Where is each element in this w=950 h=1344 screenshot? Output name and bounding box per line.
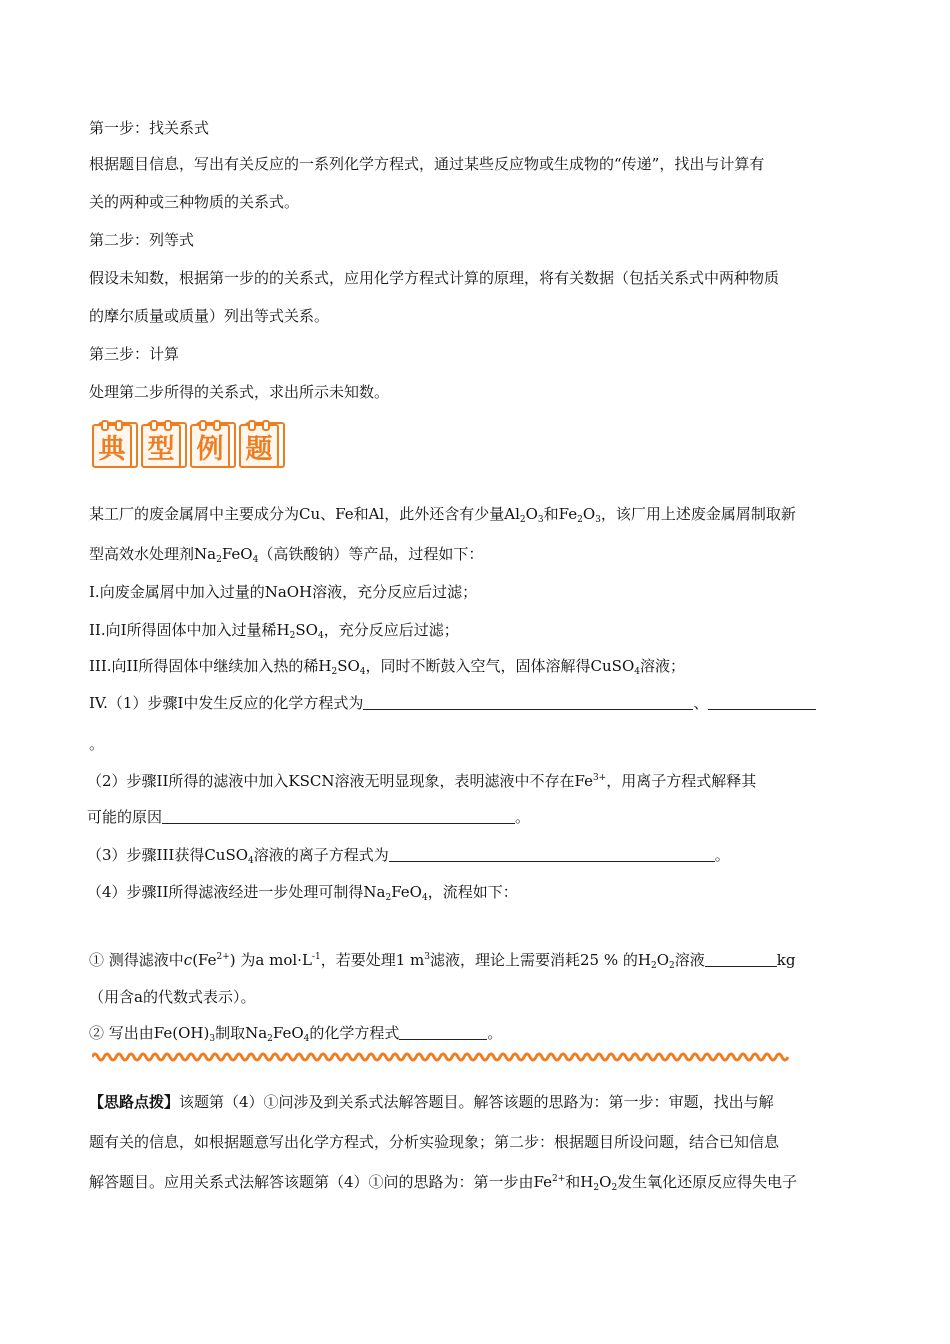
step-iii: III.向II所得固体中继续加入热的稀$H_2SO_4$，同时不断鼓入空气，固体溶解得CuSO$_4$溶液； <box>89 657 685 677</box>
badge-char: 型 <box>141 424 181 468</box>
step1-title: 第一步：找关系式 <box>89 119 210 137</box>
problem-intro: 某工厂的废金属屑中主要成分为Cu、Fe和Al，此外还含有少量$Al_2O_3$和$Fe_2O_3$，该厂用上述废金属屑制取新 <box>89 505 796 525</box>
answer-blank[interactable] <box>363 695 693 710</box>
badge-card <box>141 420 184 466</box>
hint-line-1: 【思路点拨】该题第（4）①问涉及到关系式法解答题目。解答该题的思路为：第一步：审题，找出与解 <box>89 1093 774 1111</box>
answer-blank[interactable] <box>708 695 816 710</box>
badge-card <box>190 420 233 466</box>
badge-card <box>239 420 282 466</box>
step3-text: 处理第二步所得的关系式，求出所示未知数。 <box>89 383 390 401</box>
hint-label: 【思路点拨】 <box>89 1093 180 1111</box>
step2-text-cont: 的摩尔质量或质量）列出等式关系。 <box>89 307 330 325</box>
wavy-line <box>92 1054 788 1060</box>
answer-blank[interactable] <box>399 1025 487 1040</box>
question-2-cont: 可能的原因 。 <box>87 808 531 826</box>
typical-example-badge <box>92 420 282 466</box>
step3-title: 第三步：计算 <box>89 345 180 363</box>
badge-char: 典 <box>92 424 132 468</box>
question-4-1: ① 测得滤液中$c(Fe^{2+})$ 为a $mol\cdot L^{-1}$，若要处理1 $m^3$滤液，理论上需要消耗25 % 的$H_2O_2$溶液 kg <box>89 951 796 971</box>
problem-intro-cont: 型高效水处理剂$Na_2FeO_4$（高铁酸钠）等产品，过程如下： <box>89 545 484 565</box>
question-1: IV.（1）步骤I中发生反应的化学方程式为 、 <box>89 694 816 712</box>
answer-blank[interactable] <box>705 952 777 967</box>
answer-blank[interactable] <box>389 847 715 862</box>
step-ii: II.向I所得固体中加入过量稀$H_2SO_4$，充分反应后过滤； <box>89 621 459 641</box>
question-4-1-cont: （用含a的代数式表示）。 <box>89 988 256 1006</box>
step2-title: 第二步：列等式 <box>89 231 195 249</box>
badge-card <box>92 420 135 466</box>
badge-char: 题 <box>239 424 279 468</box>
question-1-end: 。 <box>89 735 105 753</box>
step1-text-cont: 关的两种或三种物质的关系式。 <box>89 193 300 211</box>
step2-text: 假设未知数，根据第一步的的关系式，应用化学方程式计算的原理，将有关数据（包括关系式中两种物质 <box>89 269 780 287</box>
answer-blank[interactable] <box>162 809 515 824</box>
hint-line-2: 题有关的信息，如根据题意写出化学方程式，分析实验现象；第二步：根据题目所设问题，结合已知信息 <box>89 1133 780 1151</box>
step-i: I.向废金属屑中加入过量的NaOH溶液，充分反应后过滤； <box>89 583 478 601</box>
wavy-divider <box>92 1050 792 1064</box>
question-3: （3）步骤III获得CuSO$_4$溶液的离子方程式为 。 <box>87 846 730 866</box>
hint-line-3: 解答题目。应用关系式法解答该题第（4）①问的思路为：第一步由$Fe^{2+}$和$H_2O_2$发生氧化还原反应得失电子 <box>89 1173 798 1193</box>
badge-char: 例 <box>190 424 230 468</box>
question-4: （4）步骤II所得滤液经进一步处理可制得$Na_2FeO_4$，流程如下： <box>87 883 518 903</box>
question-2: （2）步骤II所得的滤液中加入KSCN溶液无明显现象，表明滤液中不存在$Fe^{3+}$，用离子方程式解释其 <box>87 772 757 790</box>
step1-text: 根据题目信息，写出有关反应的一系列化学方程式，通过某些反应物或生成物的“传递”，找出与计算有 <box>89 155 765 173</box>
question-4-2: ② 写出由$Fe(OH)_3$制取$Na_2FeO_4$的化学方程式 。 <box>89 1024 503 1044</box>
